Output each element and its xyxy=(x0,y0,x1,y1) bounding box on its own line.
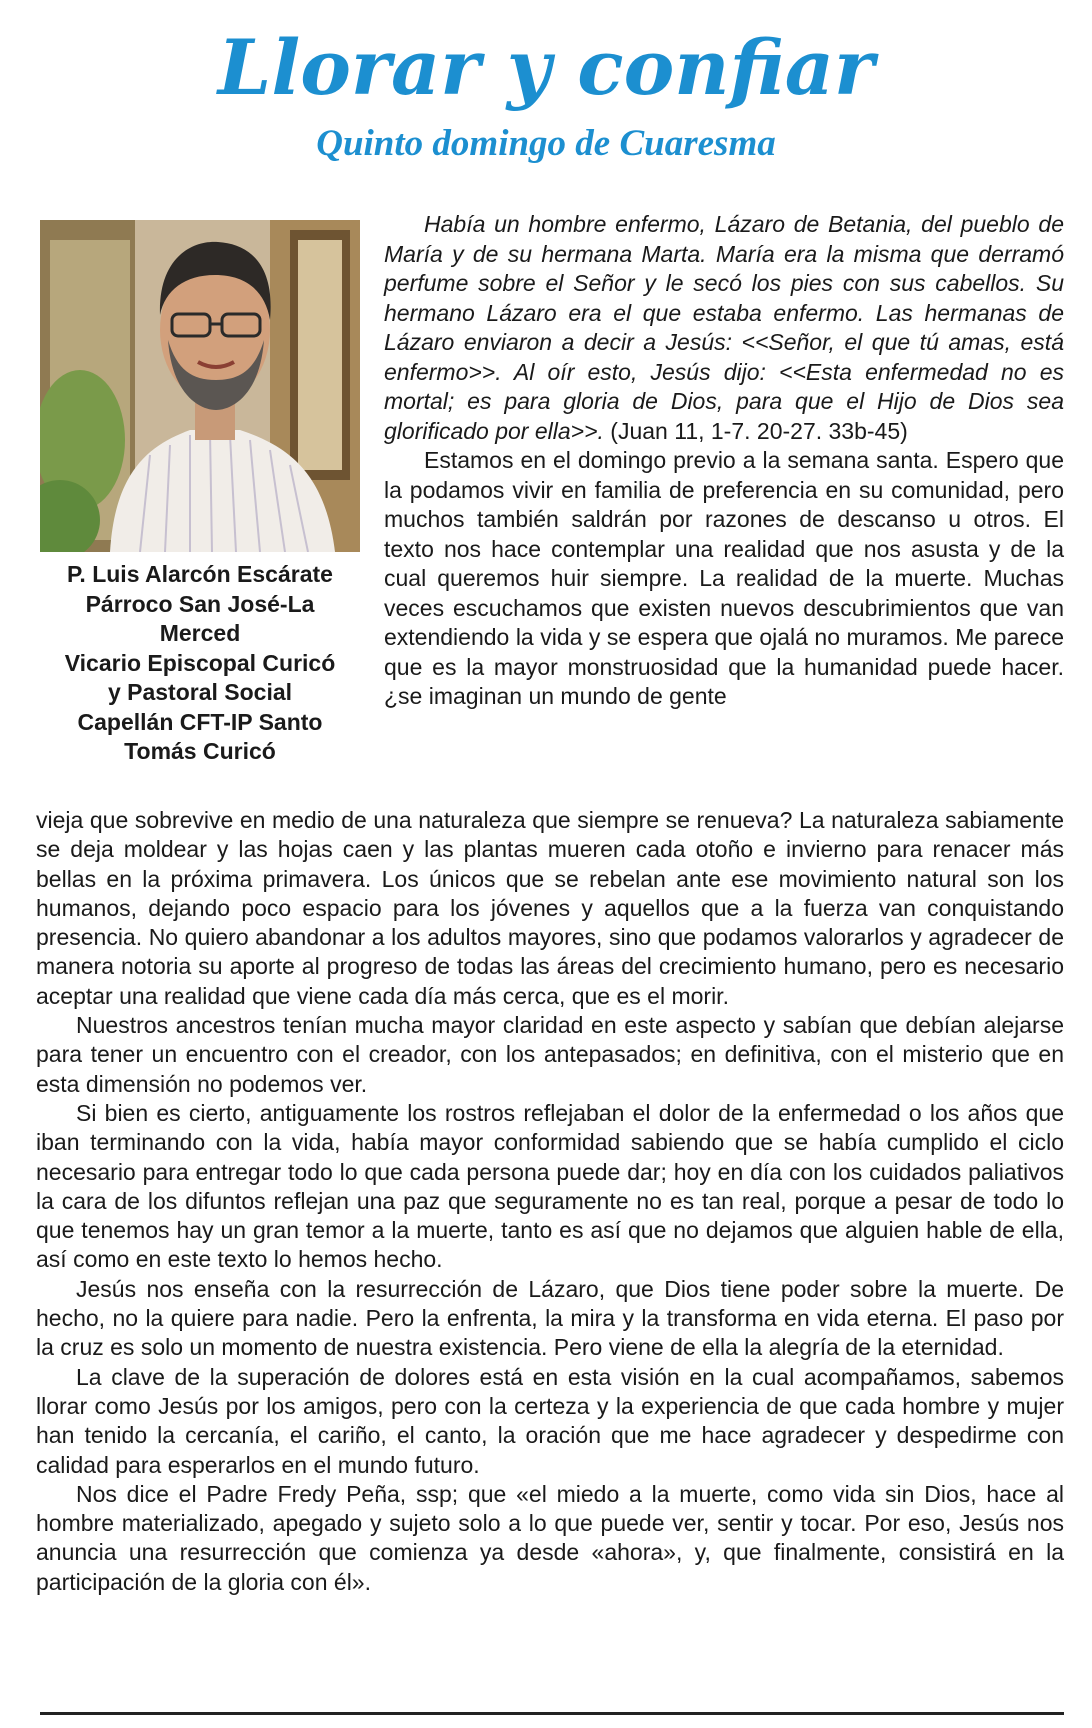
caption-line: y Pastoral Social xyxy=(107,679,293,705)
author-caption xyxy=(30,560,370,767)
paragraph-1: Estamos en el domingo previo a la semana santa. Espero que la podamos vivir en familia de preferencia en su comunidad, pero muchos también saldrán por razones de descanso u otros. El texto nos hace contemplar una realidad que nos asusta y de la cual queremos huir siempre. La realidad de la muerte. Muchas veces escuchamos que existen nuevos descubrimientos que van extendiendo la vida y se espera que ojalá no muramos. Me parece que es la mayor monstruosidad que la humanidad puede hacer. ¿se imaginan un mundo de gente xyxy=(384,447,1064,709)
paragraph-3: Si bien es cierto, antiguamente los rostros reflejaban el dolor de la enfermedad o los años que iban terminando con la vida, había mayor conformidad sabiendo que se había cumplido el ciclo necesario para entregar todo lo que cada persona puede dar; hoy en día con los cuidados paliativos la cara de los difuntos reflejan una paz que seguramente no es tan real, porque a pesar de todo lo que tenemos hay un gran temor a la muerte, tanto es así que no dejamos que alguien hable de ella, así como en este texto lo hemos hecho. xyxy=(36,1099,1064,1273)
article-column-right xyxy=(384,210,1064,712)
article-title: Llorar y confiar xyxy=(217,23,875,112)
caption-line: Tomás Curicó xyxy=(124,738,276,764)
caption-line: Vicario Episcopal Curicó xyxy=(64,649,336,676)
caption-line: Merced xyxy=(159,620,241,646)
bottom-divider xyxy=(40,1712,1064,1715)
caption-line: P. Luis Alarcón Escárate xyxy=(67,561,333,587)
paragraph-5: La clave de la superación de dolores está en esta visión en la cual acompañamos, sabemos llorar como Jesús por los amigos, pero con la certeza y la experiencia de que cada hombre y mujer han tenido la cercanía, el cariño, el canto, la oración que me hace agradecer y despedirme con calidad para esperarlos en el mundo futuro. xyxy=(36,1363,1064,1478)
article-subtitle: Quinto domingo de Cuaresma xyxy=(316,123,776,164)
caption-line: Párroco San José-La xyxy=(85,590,315,617)
gospel-reference: (Juan 11, 1-7. 20-27. 33b-45) xyxy=(603,417,908,444)
paragraph-2: Nuestros ancestros tenían mucha mayor claridad en este aspecto y sabían que debían alejarse para tener un encuentro con el creador, con los antepasados; en definitiva, con el misterio que en esta dimensión no podemos ver. xyxy=(36,1012,1064,1097)
portrait-photo-icon xyxy=(40,220,360,552)
article-body xyxy=(36,806,1064,1597)
paragraph-6: Nos dice el Padre Fredy Peña, ssp; que «el miedo a la muerte, como vida sin Dios, hace al hombre materializado, apegado y sujeto solo a lo que puede ver, sentir y tocar. Por eso, Jesús nos anuncia una resurrección que comienza ya desde «ahora», y, que finalmente, consistirá en la participación de la gloria con él». xyxy=(36,1480,1064,1595)
caption-line: Capellán CFT-IP Santo xyxy=(77,708,323,735)
paragraph-1-continued: vieja que sobrevive en medio de una naturaleza que siempre se renueva? La naturaleza sabiamente se deja moldear y las hojas caen y las plantas mueren cada otoño e invierno para renacer más bellas en la próxima primavera. Los únicos que se rebelan ante ese movimiento natural son los humanos, dejando poco espacio para los jóvenes y aquellos que a la fuerza van conquistando presencia. No quiero abandonar a los adultos mayores, sino que podamos valorarlos y agradecer de manera notoria su aporte al progreso de todas las áreas del crecimiento humano, pero es necesario aceptar una realidad que viene cada día más cerca, que es el morir. xyxy=(36,807,1064,1009)
gospel-quote: Había un hombre enfermo, Lázaro de Betania, del pueblo de María y de su hermana Marta. María era la misma que derramó perfume sobre el Señor y le secó los pies con sus cabellos. Su hermano Lázaro era el que estaba enfermo. Las hermanas de Lázaro enviaron a decir a Jesús: <<Señor, el que tú amas, está enfermo>>. Al oír esto, Jesús dijo: <<Esta enfermedad no es mortal; es para gloria de Dios, para que el Hijo de Dios sea glorificado por ella>>. xyxy=(384,211,1064,444)
gospel-quote-paragraph xyxy=(384,210,1064,446)
author-photo xyxy=(40,220,360,552)
paragraph-4: Jesús nos enseña con la resurrección de Lázaro, que Dios tiene poder sobre la muerte. De hecho, no la quiere para nadie. Pero la enfrenta, la mira y la transforma en vida eterna. El paso por la cruz es solo un momento de nuestra existencia. Pero viene de ella la alegría de la eternidad. xyxy=(36,1275,1064,1361)
